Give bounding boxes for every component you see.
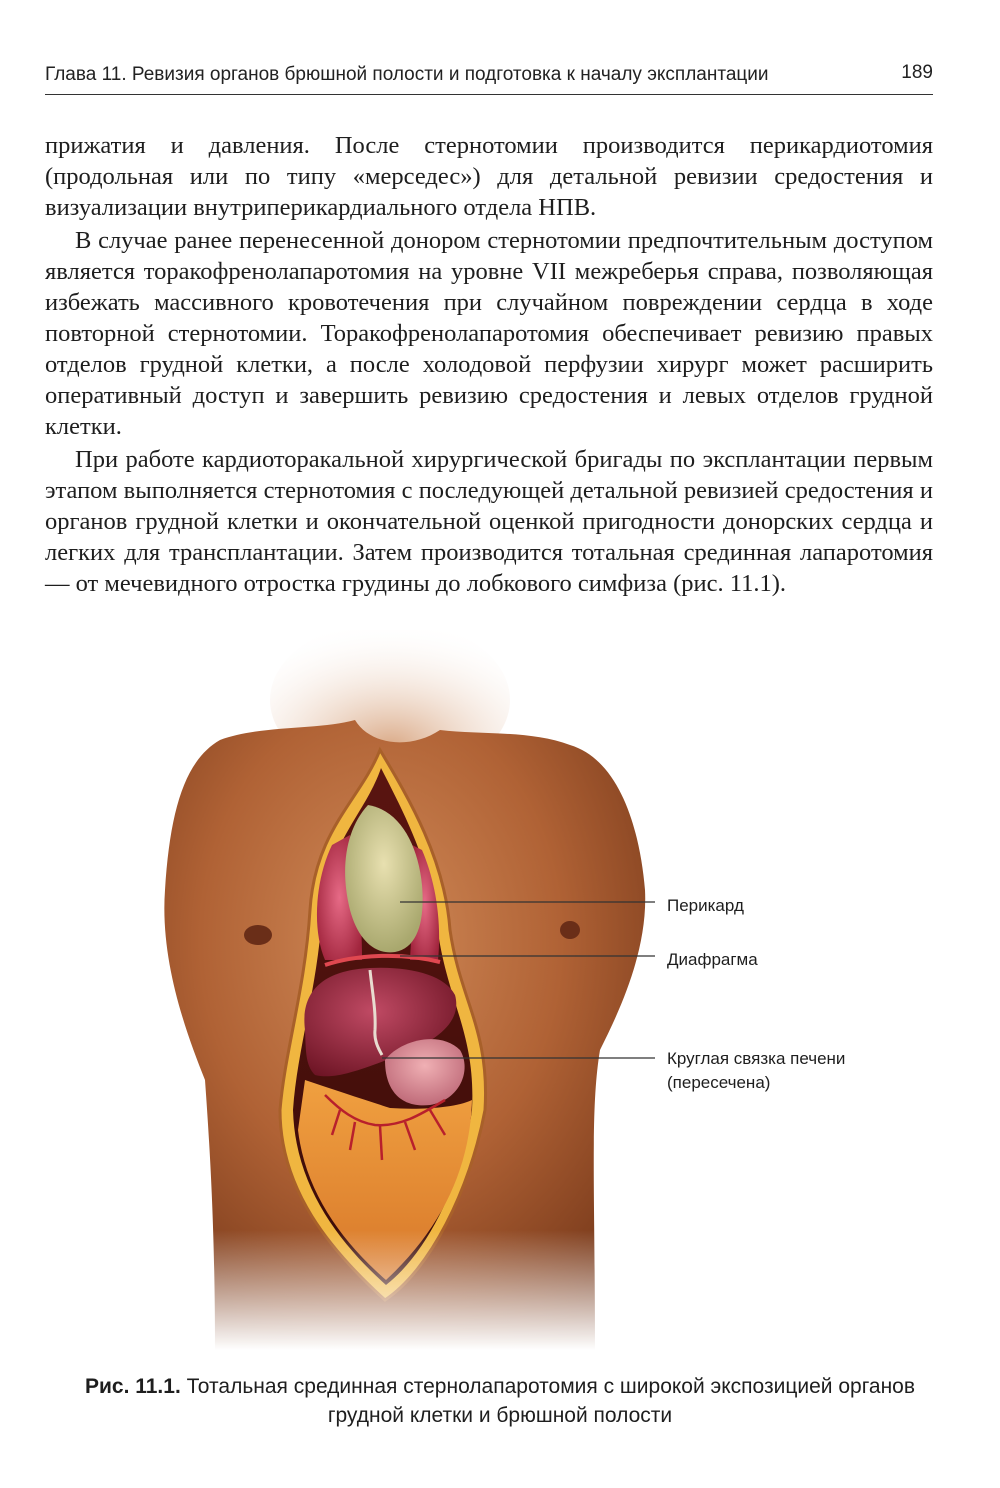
body-text [45,130,933,599]
label-pericardium: Перикард [667,896,744,915]
caption-text: Тотальная срединная стернолапаротомия с широкой экспозицией органов грудной клетки и брюшной полости [186,1375,916,1427]
paragraph-1: прижатия и давления. После стернотомии производится перикардиотомия (продольная или по типу «мерседес») для детальной ревизии средостения и визуализации внутриперикардиального отдела НПВ. [45,132,933,221]
paragraph-2: В случае ранее перенесенной донором стернотомии предпочтительным доступом является торакофренолапаротомия на уровне VII межреберья справа, позволяющая избежать массивного кровотечения при случайном повреждении сердца в ходе повторной стернотомии. Торакофренолапаротомия обеспечивает ревизию правых отделов грудной клетки, а после холодовой перфузии хирург может расширить оперативный доступ и завершить ревизию средостения и левых отделов грудной клетки. [45,227,933,440]
nipple-left [244,925,272,945]
running-head [45,60,933,95]
figure-caption [45,1372,955,1430]
nipple-right [560,921,580,939]
torso-illustration [100,630,900,1350]
bottom-fade [100,1230,900,1350]
label-round-ligament: Круглая связка печени [667,1049,846,1068]
figure-illustration [100,630,900,1350]
chapter-title: Глава 11. Ревизия органов брюшной полости и подготовка к началу эксплантации [45,64,769,85]
paragraph-3: При работе кардиоторакальной хирургической бригады по эксплантации первым этапом выполняется стернотомия с последующей детальной ревизией средостения и органов грудной клетки и окончательной оценкой пригодности донорских сердца и легких для трансплантации. Затем производится тотальная срединная лапаротомия — от мечевидного отростка грудины до лобкового симфиза (рис. 11.1). [45,446,933,597]
label-round-ligament-note: (пересечена) [667,1073,771,1092]
page-number: 189 [901,62,933,83]
label-diaphragm: Диафрагма [667,950,758,969]
caption-label: Рис. 11.1. [84,1375,181,1398]
